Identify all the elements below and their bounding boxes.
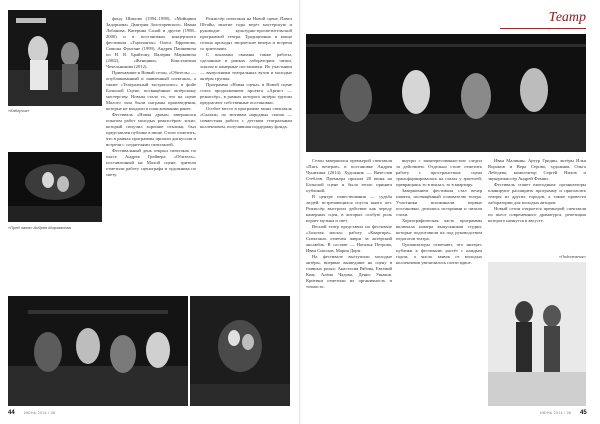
section-rule <box>500 28 586 29</box>
paragraph: фонд Шипова (1994–1998), «Мойщики Задорнова» Дмитрия Золотаревского, Ивана Лобанова, Катерина Салай и другие (1998–2000) и в постановках концертного фестиваля «Горизонты» Олега Ефремова, Симона Фонтане (1999), Андрея Пашкевича по Н. В. Брайтону, Валерия Марковича (2002), «Женщина» Константина Чечельникова (2012). <box>106 16 196 69</box>
paragraph: Сезон завершился премьерой спектакля «Пять вечеров» в постановке Андрея Чунихина (2014). Художник — Вячеслав Стеблов. Премьера прошла 28 июня на Большой сцене и была тепло принята публикой. <box>306 158 392 193</box>
photo-top-left <box>8 10 102 106</box>
photo-bottom-right <box>488 262 586 406</box>
paragraph: Организаторы отмечают, что интерес публики к фестивалю растёт с каждым годом, а число заявок от молодых коллективов увеличилось почти вдвое. <box>396 242 482 265</box>
paragraph: В центре повествования — судьба людей, встречающихся спустя много лет. Режиссёр выстроил действие как череду камерных сцен, в которых особую роль играет музыка и свет. <box>306 194 392 223</box>
issue-label-right: ИЮНЬ 2014 / 06 <box>540 411 572 415</box>
paragraph: С показами связаны также работы, сделанные в рамках лаборатории: читки, эскизы и камерные постановки. Их участники — выпускники театральных вузов и молодые актёры труппы. <box>200 52 292 81</box>
paragraph: Весной театр представил на фестивале «Золотая маска» работу «Квартира». Спектакль отмечен жюри за актёрский ансамбль. В составе — Наталья Петрова, Иван Соколов, Мария Дорн. <box>306 224 392 253</box>
page-gutter <box>299 0 301 424</box>
paragraph: На фестивале выступили молодые актёры, впервые вышедшие на сцену в главных ролях: Анастасия Рябова, Евгений Ким, Алёна Чадова, Денис Ушаков. Критики отметили их органичность и точность. <box>306 254 392 289</box>
right-text-column-3 <box>488 158 586 258</box>
photo-bottom-left <box>8 296 188 406</box>
caption-top-left: «Каблучок» <box>8 108 30 113</box>
paragraph: Фестивальный день открыл спектакль по пьесе Андрея Грейвера «Обитель», поставленный на Малой сцене; зрители отметили работу сценографа и художника по свету. <box>106 148 196 177</box>
paragraph: Хореографическая часть программы включала номера выпускников студии, которые подготовили их под руководством педагогов театра. <box>396 218 482 241</box>
caption-mid-left: «Пред наем» Андрея Мирзаянова <box>8 225 71 230</box>
issue-label-left: ИЮНЬ 2014 / 06 <box>24 411 56 415</box>
paragraph: Программа «Новая сцена» в Новой сцене стала продолжением проекта «Артист — режиссёр», в рамках которого актёры труппы предлагают собственные постановки. <box>200 82 292 105</box>
paragraph: Фестиваль станет ежегодным: организаторы планируют расширить программу и пригласить театры из других городов, а также провести лаборатории для молодых авторов. <box>488 182 586 205</box>
paragraph: Новый сезон откроется премьерой спектакля по пьесе современного драматурга, репетиции которого начнутся в августе. <box>488 206 586 223</box>
caption-right-photo: «Подснежник» <box>558 254 586 259</box>
photo-top-right <box>306 34 586 152</box>
page-number-left: 44 <box>8 410 15 416</box>
paragraph: Приехавшие в Новый сезон, «Обитель» — опубликованный и заявленный спектакль, а также «Театральный экстрополис» в фойе Большой Сцене, посвящённые актёрскому мастерству. Новым стало то, что на сцене Малого зала были сыграны произведения, которые не входили в план компании ранее. <box>106 70 196 111</box>
paragraph: Особое место в программе занял спектакль «Сказки» по мотивам народных сказок — совместная работа с детским театральным коллективом, получившая поддержку фонда. <box>200 106 292 129</box>
left-text-column <box>106 16 196 292</box>
right-text-column-2 <box>396 158 482 406</box>
section-title: Театр <box>548 10 586 25</box>
paragraph: Завершением фестиваля стал вечер памяти, посвящённый основателю театра. Участники вспоминали первые постановки, делились историями и читали стихи. <box>396 188 482 217</box>
photo-bottom-mid <box>190 296 290 406</box>
left-mid-text-column <box>200 16 292 292</box>
paragraph: Режиссёр спектакля на Новой сцене, Павел Штайн, многие годы ведёт мастерскую и руководит культурно-просветительской программой театра. Традиционно в конце сезона проходят творческие вечера и встречи со зрителями. <box>200 16 292 51</box>
page-number-right: 45 <box>580 410 587 416</box>
photo-mid-left <box>8 152 102 222</box>
right-text-column-1 <box>306 158 392 406</box>
paragraph: Фестиваль «Новая драма» завершился показом работ молодых режиссёров: эскиз, который получил хорошие отклики, был представлен публике в июне. Стоит отметить, что в рамках программы прошли дискуссии и встречи с создателями спектаклей. <box>106 112 196 147</box>
paragraph: Иван Малинин, Артур Гридин, актёры Илья Воронов и Вера Серова, художник Ольга Лебедева, композитор Сергей Нилов и звукорежиссёр Андрей Фомин. <box>488 158 586 181</box>
paragraph: внутри с заинтересованностью следил за действием. Отдельно стоит отметить работу с пространством: сцена трансформировалась на глазах у зрителей, превращаясь то в вокзал, то в квартиру. <box>396 158 482 187</box>
